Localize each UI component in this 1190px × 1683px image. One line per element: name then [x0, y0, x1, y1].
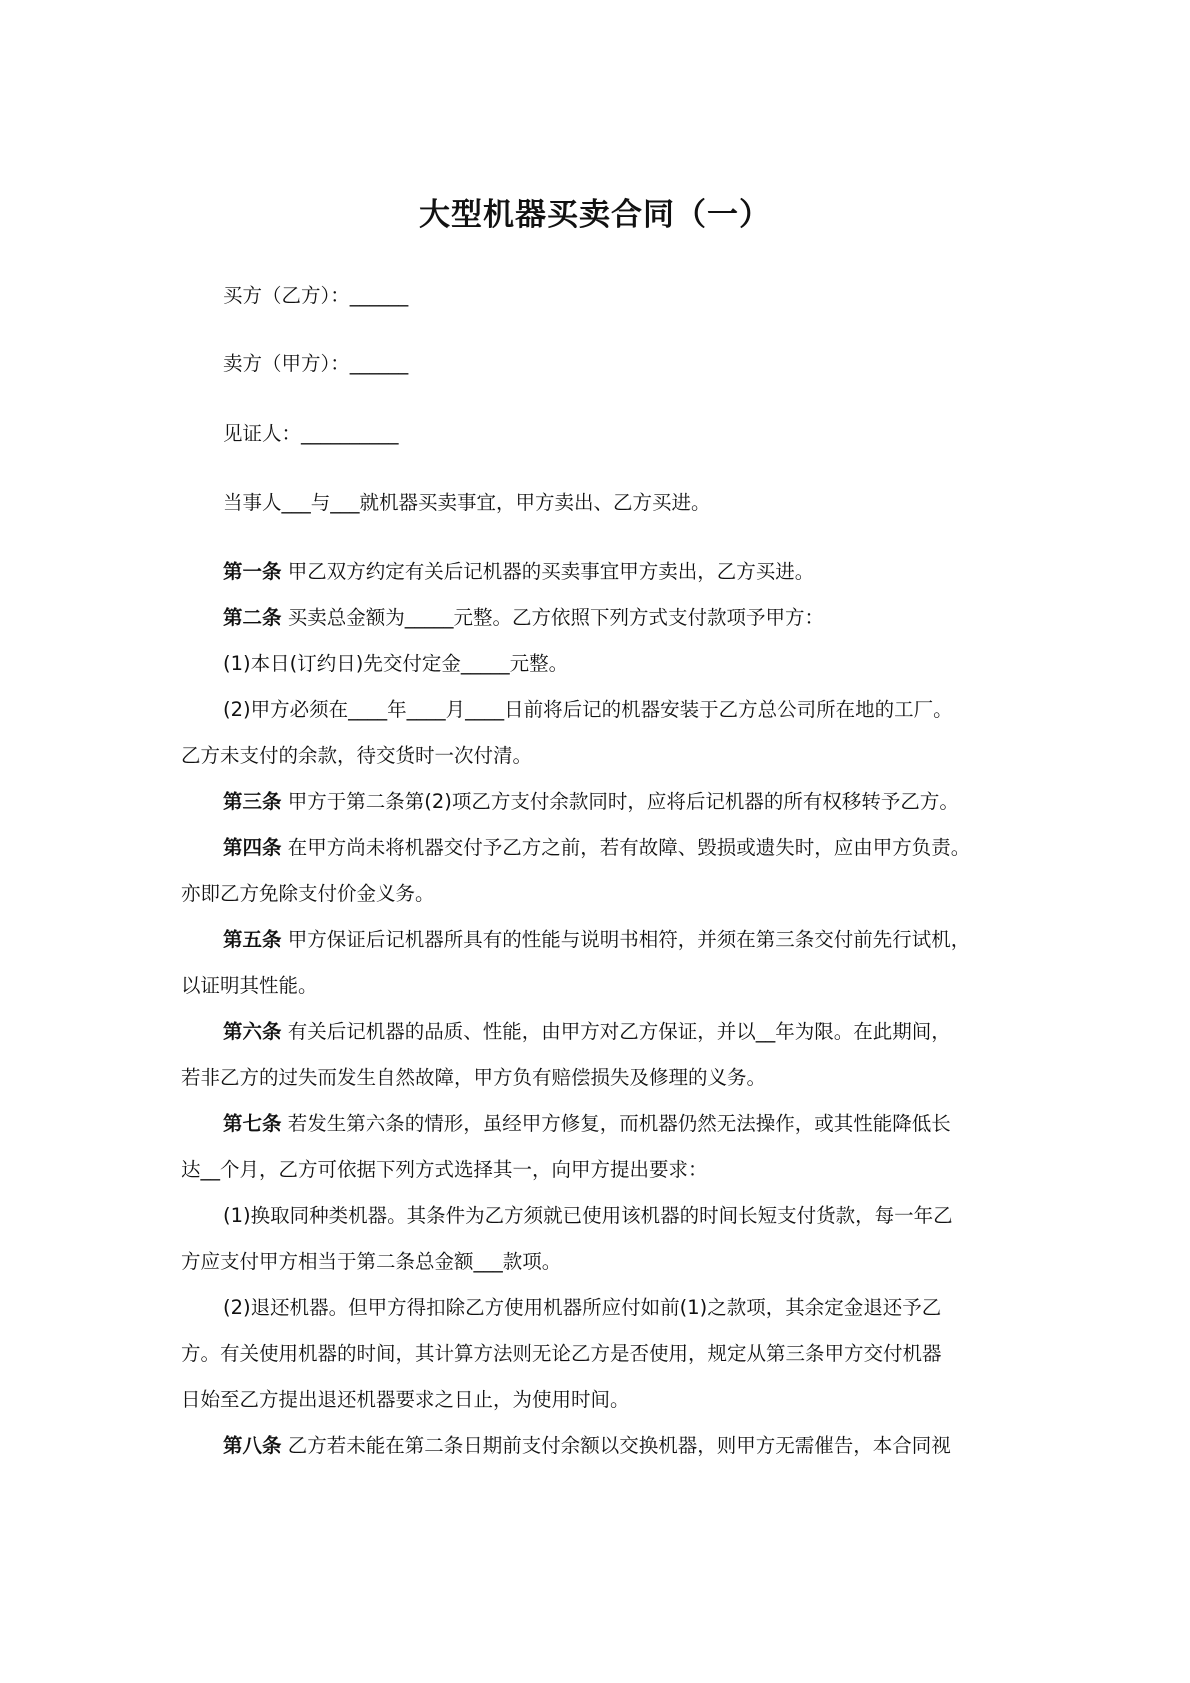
article-5	[223, 925, 970, 955]
article-2-item-1: (1)本日(订约日)先交付定金_____元整。	[223, 652, 569, 675]
article-5-label: 第五条	[223, 928, 282, 951]
article-3-text: 甲方于第二条第(2)项乙方支付余款同时，应将后记机器的所有权移转予乙方。	[281, 790, 959, 813]
article-1-text: 甲乙双方约定有关后记机器的买卖事宜甲方卖出，乙方买进。	[281, 560, 815, 583]
article-7-text: 若发生第六条的情形，虽经甲方修复，而机器仍然无法操作，或其性能降低长	[281, 1112, 951, 1135]
article-7-item-2-cont-2: 日始至乙方提出退还机器要求之日止，为使用时间。	[181, 1388, 630, 1411]
article-4-text: 在甲方尚未将机器交付予乙方之前，若有故障、毁损或遗失时，应由甲方负责。	[281, 836, 971, 859]
article-7-label: 第七条	[223, 1112, 282, 1135]
article-6-label: 第六条	[223, 1020, 282, 1043]
article-1-label: 第一条	[223, 560, 282, 583]
seller-line: 卖方（甲方）：______	[223, 352, 409, 375]
article-7-item-1-cont: 方应支付甲方相当于第二条总金额___款项。	[181, 1250, 562, 1273]
article-4-cont: 亦即乙方免除支付价金义务。	[181, 882, 435, 905]
article-5-cont: 以证明其性能。	[181, 974, 318, 997]
witness-line: 见证人：__________	[223, 422, 399, 445]
buyer-line: 买方（乙方）：______	[223, 284, 409, 307]
article-8-label: 第八条	[223, 1434, 282, 1457]
article-2-label: 第二条	[223, 606, 282, 629]
article-7-item-2-cont-1: 方。有关使用机器的时间，其计算方法则无论乙方是否使用，规定从第三条甲方交付机器	[181, 1342, 942, 1365]
article-2-item-2: (2)甲方必须在____年____月____日前将后记的机器安装于乙方总公司所在地的工厂。	[223, 698, 953, 721]
article-2-item-2-cont: 乙方未支付的余款，待交货时一次付清。	[181, 744, 533, 767]
article-5-text: 甲方保证后记机器所具有的性能与说明书相符，并须在第三条交付前先行试机，	[281, 928, 971, 951]
article-8-text: 乙方若未能在第二条日期前支付余额以交换机器，则甲方无需催告，本合同视	[281, 1434, 951, 1457]
article-2	[223, 603, 824, 633]
article-6	[223, 1017, 951, 1047]
article-4-label: 第四条	[223, 836, 282, 859]
parties-statement: 当事人___与___就机器买卖事宜，甲方卖出、乙方买进。	[223, 491, 711, 514]
article-7	[223, 1109, 951, 1139]
article-6-text: 有关后记机器的品质、性能，由甲方对乙方保证，并以__年为限。在此期间，	[281, 1020, 951, 1043]
document-title: 大型机器买卖合同（一）	[419, 197, 771, 233]
article-6-cont: 若非乙方的过失而发生自然故障，甲方负有赔偿损失及修理的义务。	[181, 1066, 767, 1089]
article-1	[223, 557, 814, 587]
article-4	[223, 833, 970, 863]
article-8	[223, 1431, 951, 1461]
article-3-label: 第三条	[223, 790, 282, 813]
article-7-item-1: (1)换取同种类机器。其条件为乙方须就已使用该机器的时间长短支付货款，每一年乙	[223, 1204, 953, 1227]
article-7-cont: 达__个月，乙方可依据下列方式选择其一，向甲方提出要求：	[181, 1158, 708, 1181]
article-3	[223, 787, 959, 817]
article-7-item-2: (2)退还机器。但甲方得扣除乙方使用机器所应付如前(1)之款项，其余定金退还予乙	[223, 1296, 942, 1319]
article-2-text: 买卖总金额为_____元整。乙方依照下列方式支付款项予甲方：	[281, 606, 824, 629]
